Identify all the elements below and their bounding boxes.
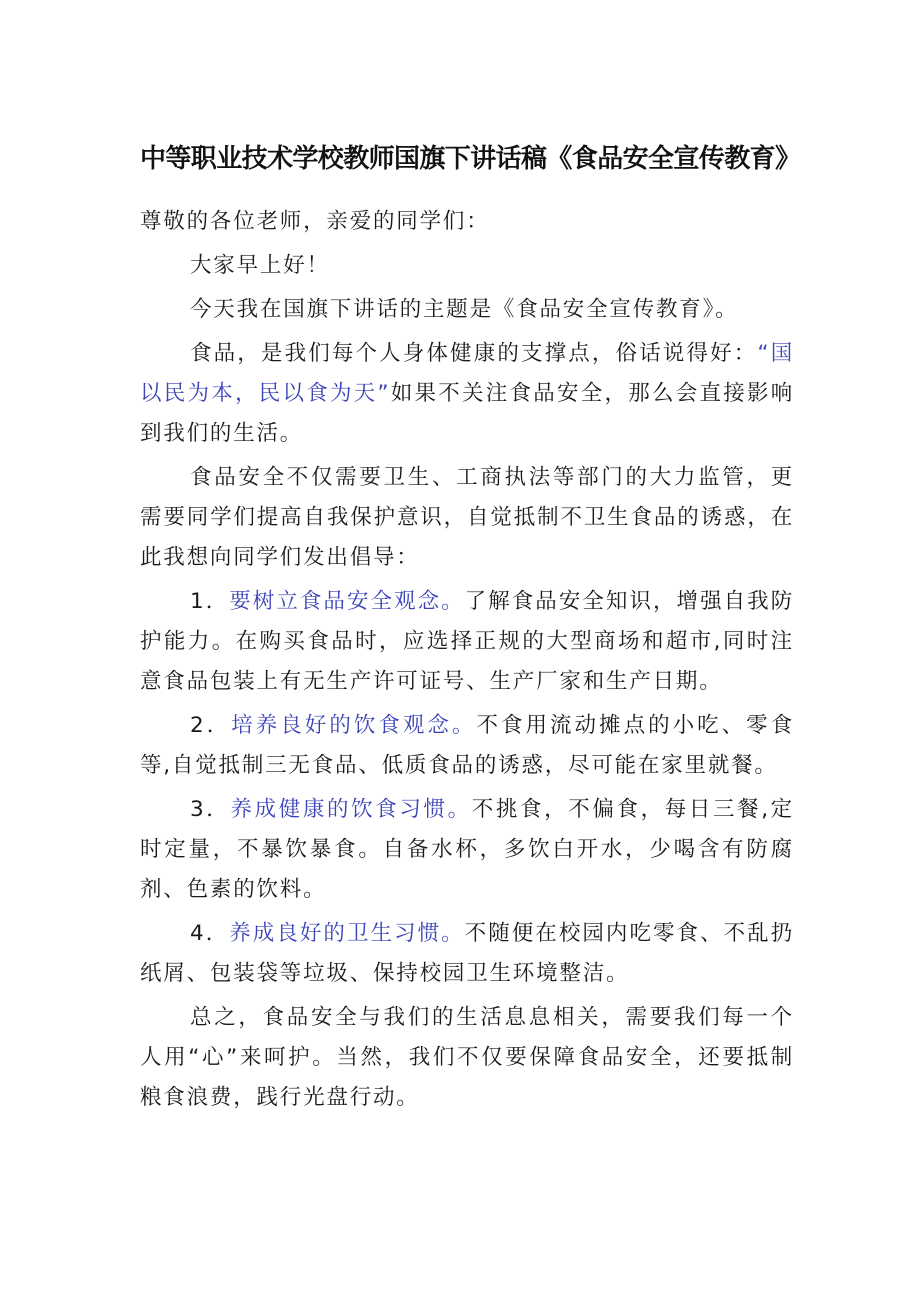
list-item-heading: 培养良好的饮食观念。: [231, 713, 477, 738]
highlighted-quote: “国以民为本，民以食为天”: [140, 341, 795, 406]
list-item-number: 3．: [190, 797, 231, 822]
list-item-number: 2．: [190, 713, 232, 738]
list-item-text: 不挑食，不偏食，每日三餐,定时定量，不暴饮暴食。自备水杯，多饮白开水，少喝含有防腐剂、色素的饮料。: [140, 797, 794, 902]
paragraph-call-to-action: 食品安全不仅需要卫生、工商执法等部门的大力监管，更需要同学们提高自我保护意识，自觉抵制不卫生食品的诱惑，在此我想向同学们发出倡导：: [140, 465, 794, 570]
paragraph-food-importance: [140, 334, 794, 454]
conclusion-paragraph: 总之，食品安全与我们的生活息息相关，需要我们每一个人用“心”来呵护。当然，我们不仅要保障食品安全，还要抵制粮食浪费，践行光盘行动。: [140, 1005, 794, 1110]
topic-statement: 今天我在国旗下讲话的主题是《食品安全宣传教育》。: [190, 297, 739, 322]
list-item-heading: 养成良好的卫生习惯。: [229, 921, 465, 946]
list-item: [140, 706, 794, 786]
list-item-number: 4．: [190, 921, 230, 946]
greeting: 大家早上好！: [190, 253, 330, 278]
list-item: [140, 914, 794, 994]
list-item-text: 了解食品安全知识，增强自我防护能力。在购买食品时，应选择正规的大型商场和超市,同时注意食品包装上有无生产许可证号、生产厂家和生产日期。: [140, 589, 794, 694]
document-body: [140, 202, 794, 1118]
paragraph-text: 如果不关注食品安全，那么会直接影响到我们的生活。: [140, 381, 794, 446]
list-item-number: 1．: [190, 589, 230, 614]
paragraph-text: 食品，是我们每个人身体健康的支撑点，俗话说得好：: [190, 341, 758, 366]
salutation: 尊敬的各位老师，亲爱的同学们：: [140, 209, 490, 234]
list-item: [140, 790, 794, 910]
list-item: [140, 582, 794, 702]
list-item-text: 不随便在校园内吃零食、不乱扔纸屑、包装袋等垃圾、保持校园卫生环境整洁。: [140, 921, 794, 986]
list-item-text: 不食用流动摊点的小吃、零食等,自觉抵制三无食品、低质食品的诱惑，尽可能在家里就餐。: [140, 713, 795, 778]
list-item-heading: 养成健康的饮食习惯。: [230, 797, 472, 822]
list-item-heading: 要树立食品安全观念。: [229, 589, 465, 614]
document-title: 中等职业技术学校教师国旗下讲话稿《食品安全宣传教育》: [140, 144, 801, 174]
